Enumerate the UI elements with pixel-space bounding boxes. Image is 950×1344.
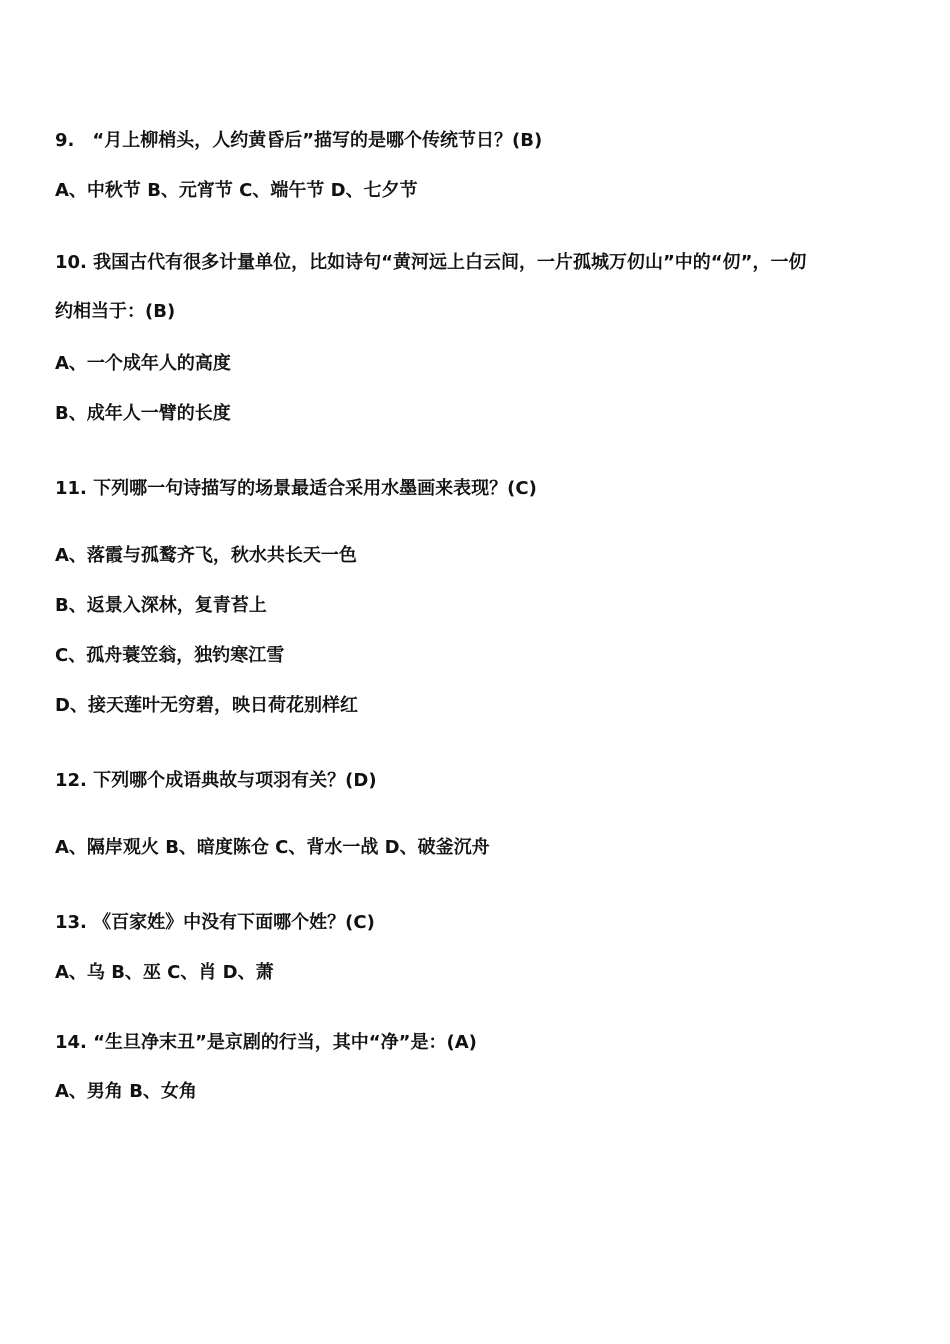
question-11-option-b: B、返景入深林，复青苔上 <box>55 595 267 616</box>
question-14-options: A、男角 B、女角 <box>55 1081 197 1102</box>
question-11-option-c: C、孤舟蓑笠翁，独钓寒江雪 <box>55 645 285 666</box>
question-12-options: A、隔岸观火 B、暗度陈仓 C、背水一战 D、破釜沉舟 <box>55 837 490 858</box>
question-13-text: 13. 《百家姓》中没有下面哪个姓？(C) <box>55 912 375 933</box>
question-11-option-a: A、落霞与孤鹜齐飞，秋水共长天一色 <box>55 545 357 566</box>
question-13-options: A、乌 B、巫 C、肖 D、萧 <box>55 962 274 983</box>
question-14-text: 14. “生旦净末丑”是京剧的行当，其中“净”是：(A) <box>55 1032 477 1053</box>
question-10-option-a: A、一个成年人的高度 <box>55 353 231 374</box>
question-10-text-line-1: 10. 我国古代有很多计量单位，比如诗句“黄河远上白云间，一片孤城万仞山”中的“仞”，一仞 <box>55 252 807 273</box>
question-12-text: 12. 下列哪个成语典故与项羽有关？(D) <box>55 770 377 791</box>
question-9-text: 9. “月上柳梢头，人约黄昏后”描写的是哪个传统节日？(B) <box>55 130 543 151</box>
question-9-options: A、中秋节 B、元宵节 C、端午节 D、七夕节 <box>55 180 418 201</box>
question-11-text: 11. 下列哪一句诗描写的场景最适合采用水墨画来表现？(C) <box>55 478 537 499</box>
question-11-option-d: D、接天莲叶无穷碧，映日荷花别样红 <box>55 695 358 716</box>
question-10-text-line-2: 约相当于：(B) <box>55 301 176 322</box>
question-10-option-b: B、成年人一臂的长度 <box>55 403 231 424</box>
